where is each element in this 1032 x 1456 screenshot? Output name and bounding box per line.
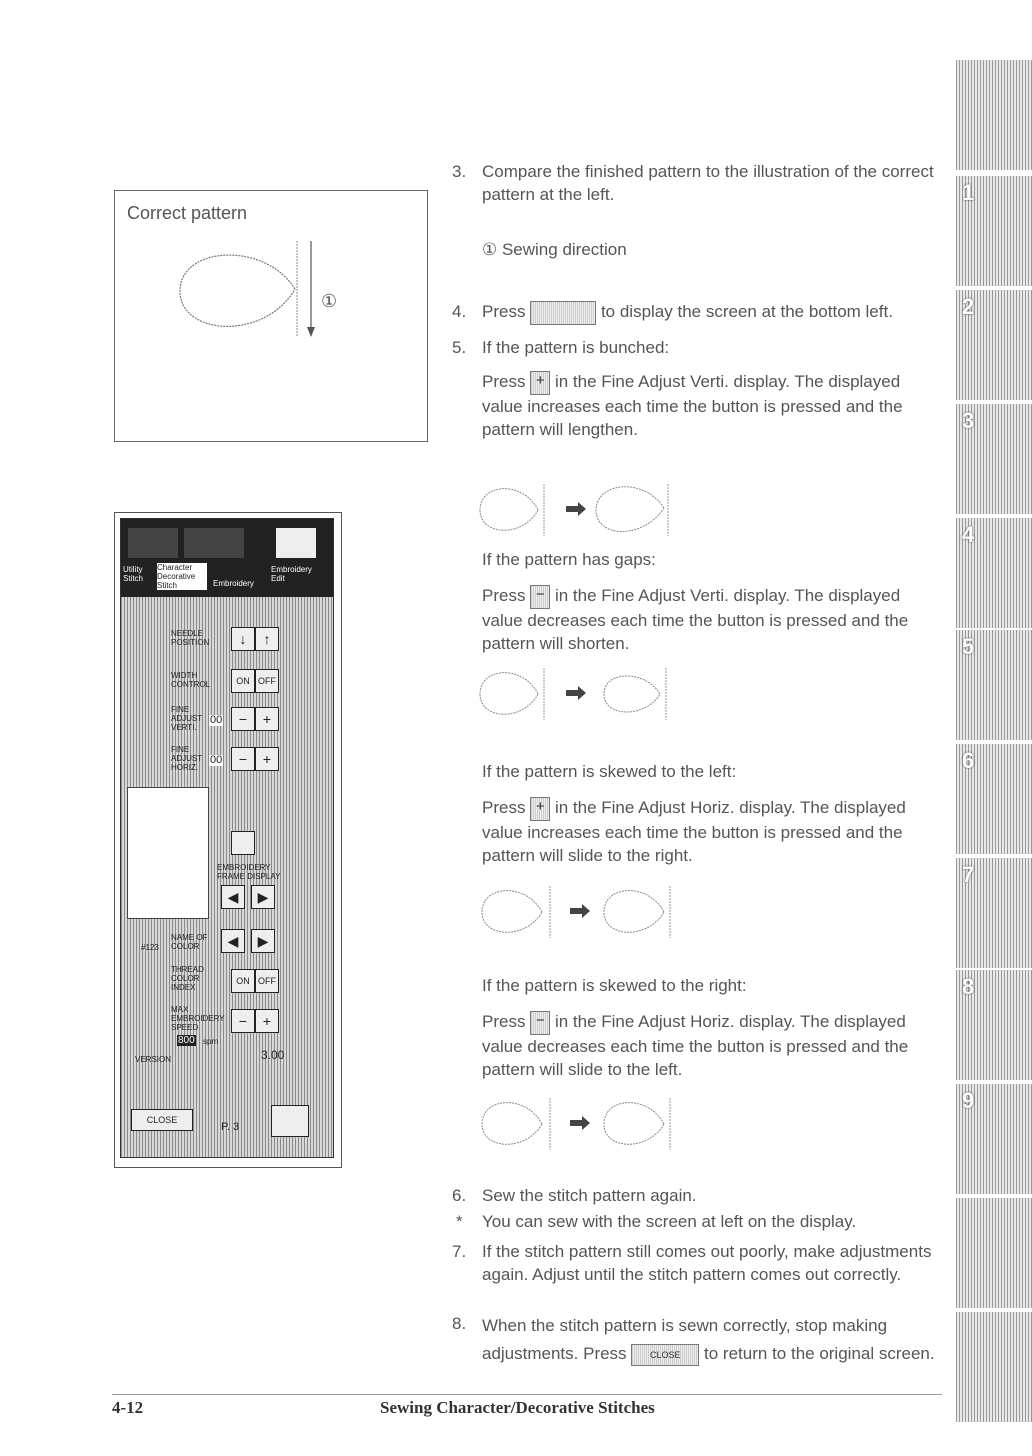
step-8-text1: When the stitch pattern is sewn correctly, stop making adjustments. Press: [482, 1316, 888, 1363]
name-of-color-sub: #123: [141, 943, 159, 952]
bunched-rest: in the Fine Adjust Verti. display. The displayed value increases each time the button is pressed and the pattern will lengthen.: [482, 372, 903, 439]
max-speed-unit: spm: [203, 1037, 219, 1046]
step-3-text: Compare the finished pattern to the illustration of the correct pattern at the left.: [482, 162, 934, 204]
thread-off-button[interactable]: OFF: [255, 969, 279, 993]
lengthen-diagram: [478, 478, 678, 538]
screen-close-button[interactable]: CLOSE: [131, 1109, 193, 1131]
embroidery-frame-display-label: EMBROIDERY FRAME DISPLAY: [217, 863, 281, 881]
fine-adjust-verti-label: FINE ADJUST VERTI.: [171, 705, 202, 732]
plus-button-inline[interactable]: +: [530, 371, 550, 395]
step-3-number: 3.: [452, 162, 467, 181]
note-marker: *: [456, 1212, 463, 1231]
step-7-number: 7.: [452, 1242, 467, 1261]
chapter-tab-contents[interactable]: [956, 60, 1032, 170]
width-on-button[interactable]: ON: [231, 669, 255, 693]
chapter-tab-4[interactable]: 4: [956, 518, 1032, 628]
color-left-button[interactable]: ◀: [221, 929, 245, 953]
version-label: VERSION: [135, 1055, 172, 1064]
needle-up-button[interactable]: ↑: [255, 627, 279, 651]
note-text: You can sew with the screen at left on the display.: [482, 1212, 857, 1231]
slide-right-diagram: [478, 880, 678, 940]
width-off-button[interactable]: OFF: [255, 669, 279, 693]
max-speed-value: 800: [178, 1035, 195, 1046]
needle-position-label: NEEDLE POSITION: [171, 629, 210, 647]
thread-on-button[interactable]: ON: [231, 969, 255, 993]
gaps-rest: in the Fine Adjust Verti. display. The displayed value decreases each time the button is pressed and the pattern will shorten.: [482, 586, 909, 653]
chapter-tab-9[interactable]: 9: [956, 1084, 1032, 1194]
chapter-tab-1[interactable]: 1: [956, 176, 1032, 286]
footer-title: Sewing Character/Decorative Stitches: [380, 1398, 655, 1417]
shorten-diagram: [478, 662, 678, 722]
screen-tab-embroidery[interactable]: Embroidery: [213, 579, 254, 588]
screen-help-icon[interactable]: [183, 527, 245, 559]
color-right-button[interactable]: ▶: [251, 929, 275, 953]
thread-color-index-label: THREAD COLOR INDEX: [171, 965, 204, 992]
chapter-tab-5[interactable]: 5: [956, 630, 1032, 740]
chapter-tab-7[interactable]: 7: [956, 858, 1032, 968]
screen-tab-character[interactable]: Character Decorative Stitch: [157, 563, 207, 590]
width-control-label: WIDTH CONTROL: [171, 671, 211, 689]
screen-page-number: P. 3: [221, 1121, 240, 1133]
skew-right-heading: If the pattern is skewed to the right:: [482, 976, 747, 995]
chapter-tab-appendix[interactable]: [956, 1198, 1032, 1308]
screen-home-icon[interactable]: [127, 527, 179, 559]
skew-right-press: Press: [482, 1012, 526, 1031]
frame-display-icon: [231, 831, 255, 855]
slide-left-diagram: [478, 1092, 678, 1152]
screen-tab-utility[interactable]: Utility Stitch: [123, 565, 144, 583]
minus-button-inline[interactable]: −: [530, 585, 550, 609]
stitch-preview-area: [127, 787, 209, 919]
step-5-text: If the pattern is bunched:: [482, 338, 670, 357]
step-8-text: [482, 1312, 944, 1368]
horiz-minus-button[interactable]: −: [231, 747, 255, 771]
bunched-press: Press: [482, 372, 526, 391]
version-value: 3.00: [261, 1048, 285, 1062]
step-5-number: 5.: [452, 338, 467, 357]
frame-right-button[interactable]: ▶: [251, 885, 275, 909]
skew-left-heading: If the pattern is skewed to the left:: [482, 762, 737, 781]
footer-divider: [112, 1394, 942, 1395]
step-6-number: 6.: [452, 1186, 467, 1205]
skew-left-rest: in the Fine Adjust Horiz. display. The displayed value increases each time the button is pressed and the pattern will slide to the right.: [482, 798, 906, 865]
horiz-plus-button-inline[interactable]: +: [530, 797, 550, 821]
settings-button-inline[interactable]: [530, 301, 596, 325]
correct-pattern-title: Correct pattern: [127, 203, 248, 223]
speed-minus-button[interactable]: −: [231, 1009, 255, 1033]
screen-settings-icon[interactable]: [275, 527, 317, 559]
correct-pattern-box: [114, 190, 428, 442]
step-6-text: Sew the stitch pattern again.: [482, 1186, 697, 1205]
needle-down-button[interactable]: ↓: [231, 627, 255, 651]
chapter-tab-index[interactable]: [956, 1312, 1032, 1422]
close-button-inline[interactable]: CLOSE: [631, 1344, 699, 1366]
bunched-instruction: [482, 370, 944, 441]
step-3-sub: ① Sewing direction: [482, 240, 627, 259]
gaps-press: Press: [482, 586, 526, 605]
skew-right-rest: in the Fine Adjust Horiz. display. The displayed value decreases each time the button is pressed and the pattern will slide to the left.: [482, 1012, 909, 1079]
verti-plus-button[interactable]: +: [255, 707, 279, 731]
loop-pattern-illustration: [175, 231, 375, 341]
fine-adjust-horiz-value: 00: [210, 754, 223, 766]
frame-left-button[interactable]: ◀: [221, 885, 245, 909]
gaps-heading: If the pattern has gaps:: [482, 550, 656, 569]
chapter-tab-6[interactable]: 6: [956, 744, 1032, 854]
step-7-text: If the stitch pattern still comes out poorly, make adjustments again. Adjust until the stitch pattern comes out correctly.: [482, 1242, 932, 1284]
max-speed-label: MAX EMBROIDERY SPEED: [171, 1005, 225, 1032]
screen-page-icon[interactable]: [271, 1105, 309, 1137]
verti-minus-button[interactable]: −: [231, 707, 255, 731]
fine-adjust-verti-value: 00: [210, 714, 223, 726]
footer-page-number: 4-12: [112, 1398, 144, 1417]
step-4-number: 4.: [452, 302, 467, 321]
step-8-number: 8.: [452, 1314, 467, 1333]
screen-tab-embroidery-edit[interactable]: Embroidery Edit: [271, 565, 312, 583]
step-4-press: Press: [482, 302, 526, 321]
step-4-line: [482, 300, 952, 325]
skew-left-instruction: [482, 796, 944, 867]
speed-plus-button[interactable]: +: [255, 1009, 279, 1033]
chapter-tab-2[interactable]: 2: [956, 290, 1032, 400]
gaps-instruction: [482, 584, 944, 655]
fine-adjust-horiz-label: FINE ADJUST HORIZ.: [171, 745, 202, 772]
chapter-tab-3[interactable]: 3: [956, 404, 1032, 514]
horiz-plus-button[interactable]: +: [255, 747, 279, 771]
horiz-minus-button-inline[interactable]: −: [530, 1011, 550, 1035]
step-4-rest: to display the screen at the bottom left.: [600, 302, 893, 321]
step-8-text2: to return to the original screen.: [704, 1344, 935, 1363]
chapter-tab-8[interactable]: 8: [956, 970, 1032, 1080]
name-of-color-label: NAME OF COLOR: [171, 933, 208, 951]
lcd-display: [120, 518, 334, 1158]
machine-screen-illustration: [114, 512, 342, 1168]
direction-marker: ①: [321, 291, 338, 311]
skew-right-instruction: [482, 1010, 944, 1081]
skew-left-press: Press: [482, 798, 526, 817]
